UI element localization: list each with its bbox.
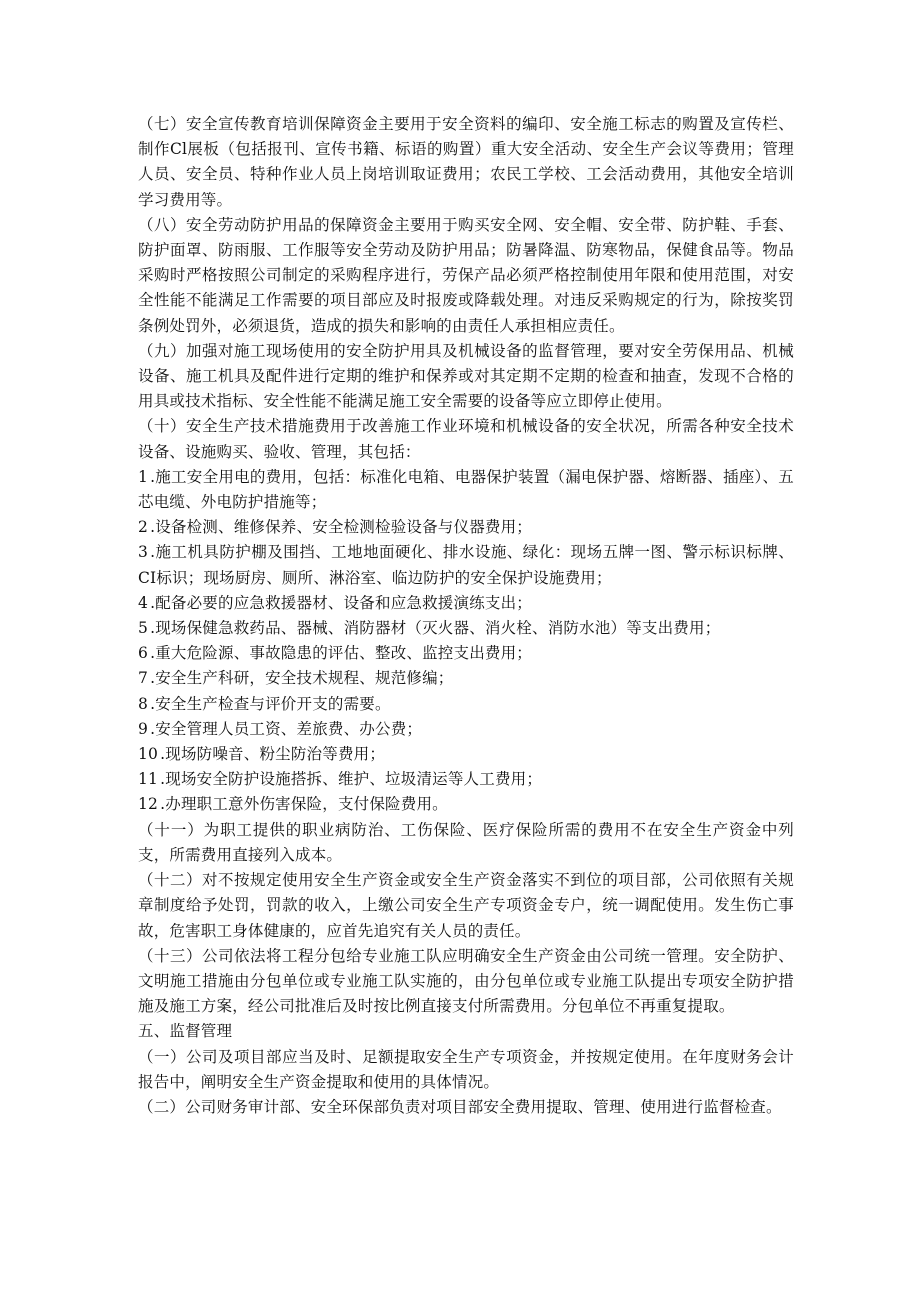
list-item (138, 742, 794, 767)
list-item-text: .现场防噪音、粉尘防治等费用； (160, 745, 386, 764)
list-item (138, 717, 794, 742)
list-item-number: 4 (138, 593, 149, 612)
list-item-text: .安全管理人员工资、差旅费、办公费； (150, 719, 423, 738)
list-item-number: 9 (138, 719, 149, 738)
list-item-text: .现场保健急救药品、器械、消防器材（灭火器、消火栓、消防水池）等支出费用； (150, 619, 721, 638)
list-item (138, 692, 794, 717)
supervision-paragraph-1: （一）公司及项目部应当及时、足额提取安全生产专项资金，并按规定使用。在年度财务会计报告中，阐明安全生产资金提取和使用的具体情况。 (138, 1047, 794, 1091)
paragraph-8: （八）安全劳动防护用品的保障资金主要用于购买安全网、安全帽、安全带、防护鞋、手套、防护面罩、防雨服、工作服等安全劳动及防护用品；防暑降温、防寒物品，保健食品等。物品采购时严格按照公司制定的采购程序进行，劳保产品必须严格控制使用年限和使用范围，对安全性能不能满足工作需要的项目部应及时报废或降载处理。对违反采购规定的行为，除按奖罚条例处罚外，必须退货，造成的损失和影响的由责任人承担相应责任。 (138, 215, 794, 335)
list-item-number: 6 (138, 644, 149, 663)
list-item-number: 11 (138, 770, 159, 789)
list-item (138, 641, 794, 666)
list-item-number: 10 (138, 745, 159, 764)
list-item (138, 792, 794, 817)
paragraph-13: （十三）公司依法将工程分包给专业施工队应明确安全生产资金由公司统一管理。安全防护、文明施工措施由分包单位或专业施工队实施的，由分包单位或专业施工队提出专项安全防护措施及施工方案，经公司批准后及时按比例直接支付所需费用。分包单位不再重复提取。 (138, 946, 794, 1016)
list-item-text: .施工安全用电的费用，包括：标准化电箱、电器保护装置（漏电保护器、熔断器、插座）、五芯电缆、外电防护措施等； (138, 467, 794, 512)
list-item (138, 616, 794, 641)
list-item-number: 7 (138, 669, 149, 688)
list-item (138, 591, 794, 616)
list-item-text: .重大危险源、事故隐患的评估、整改、监控支出费用； (150, 644, 532, 663)
list-item-number: 2 (138, 518, 149, 537)
paragraph-11: （十一）为职工提供的职业病防治、工伤保险、医疗保险所需的费用不在安全生产资金中列支，所需费用直接列入成本。 (138, 820, 794, 864)
list-item-text: .安全生产检查与评价开支的需要。 (150, 694, 391, 713)
list-item-text: .施工机具防护棚及围挡、工地地面硬化、排水设施、绿化：现场五牌一图、警示标识标牌、CI标识；现场厨房、厕所、淋浴室、临边防护的安全保护设施费用； (138, 543, 794, 587)
list-item-text: .配备必要的应急救援器材、设备和应急救援演练支出； (150, 593, 532, 612)
cost-item-list (138, 465, 794, 818)
list-item-number: 1 (138, 467, 149, 486)
section-heading-supervision: 五、监督管理 (138, 1022, 233, 1041)
list-item-number: 12 (138, 795, 159, 814)
list-item (138, 666, 794, 691)
list-item (138, 540, 794, 590)
list-item-text: .设备检测、维修保养、安全检测检验设备与仪器费用； (150, 518, 532, 537)
list-item (138, 465, 794, 515)
list-item-text: .现场安全防护设施搭拆、维护、垃圾清运等人工费用； (160, 770, 543, 789)
list-item-number: 3 (138, 543, 149, 562)
paragraph-12: （十二）对不按规定使用安全生产资金或安全生产资金落实不到位的项目部，公司依照有关规章制度给予处罚，罚款的收入，上缴公司安全生产专项资金专户，统一调配使用。发生伤亡事故，危害职工身体健康的，应首先追究有关人员的责任。 (138, 871, 794, 940)
paragraph-10: （十）安全生产技术措施费用于改善施工作业环境和机械设备的安全状况，所需各种安全技术设备、设施购买、验收、管理，其包括： (138, 417, 794, 461)
list-item-number: 8 (138, 694, 149, 713)
list-item (138, 767, 794, 792)
list-item-number: 5 (138, 619, 149, 638)
list-item-text: .安全生产科研，安全技术规程、规范修编； (150, 669, 454, 688)
paragraph-9: （九）加强对施工现场使用的安全防护用具及机械设备的监督管理，要对安全劳保用品、机械设备、施工机具及配件进行定期的维护和保养或对其定期不定期的检查和抽查，发现不合格的用具或技术指标、安全性能不能满足施工安全需要的设备等应立即停止使用。 (138, 341, 794, 411)
list-item-text: .办理职工意外伤害保险，支付保险费用。 (160, 795, 448, 814)
list-item (138, 515, 794, 540)
document-page (138, 112, 794, 1120)
supervision-paragraph-2: （二）公司财务审计部、安全环保部负责对项目部安全费用提取、管理、使用进行监督检查。 (138, 1097, 782, 1116)
paragraph-7: （七）安全宣传教育培训保障资金主要用于安全资料的编印、安全施工标志的购置及宣传栏、制作Cl展板（包括报刊、宣传书籍、标语的购置）重大安全活动、安全生产会议等费用；管理人员、安全员、特种作业人员上岗培训取证费用；农民工学校、工会活动费用，其他安全培训学习费用等。 (138, 115, 794, 209)
